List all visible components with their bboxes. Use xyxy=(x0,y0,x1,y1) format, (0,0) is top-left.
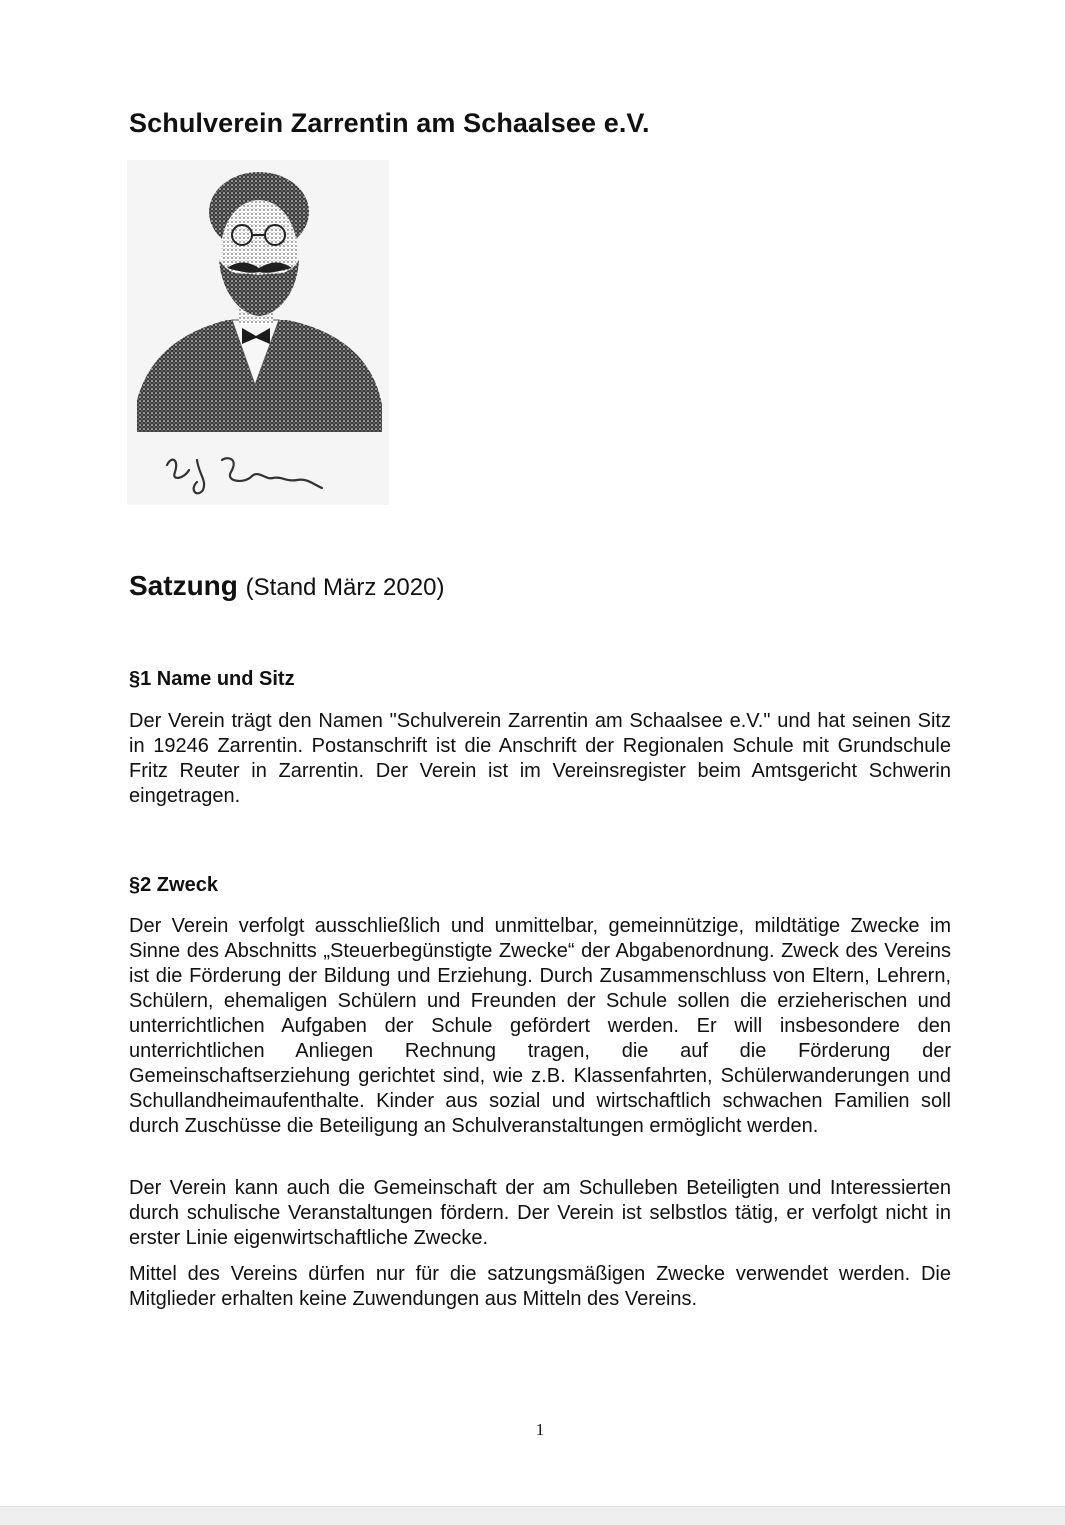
section-heading-name-sitz: §1 Name und Sitz xyxy=(129,668,295,690)
page-number: 1 xyxy=(535,1420,545,1439)
section-paragraph: Mittel des Vereins dürfen nur für die satzungsmäßigen Zwecke verwendet werden. Die Mitglieder erhalten keine Zuwendungen aus Mitteln des Vereins. xyxy=(129,1263,951,1310)
section-heading-zweck: §2 Zweck xyxy=(129,874,218,896)
section-paragraph: Der Verein verfolgt ausschließlich und unmittelbar, gemeinnützige, mildtätige Zwecke im Sinne des Abschnitts „Steuerbegünstigte Zwecke“ der Abgabenordnung. Zweck des Vereins ist die Förderung der Bildung und Erziehung. Durch Zusammenschluss von Eltern, Lehrern, Schülern, ehemaligen Schülern und Freunden der Schule sollen die erzieherischen und unterrichtlichen Aufgaben der Schule gefördert werden. Er will insbesondere den unterrichtlichen Anliegen Rechnung tragen, die auf die Förderung der Gemeinschaftserziehung gerichtet sind, wie z.B. Klassenfahrten, Schülerwanderungen und Schullandheimaufenthalte. Kinder aus sozial und wirtschaftlich schwachen Familien soll durch Zuschüsse die Beteiligung an Schulveranstaltungen ermöglicht werden. xyxy=(129,915,951,1137)
satzung-version: (Stand März 2020) xyxy=(245,574,445,601)
section-paragraph: Der Verein trägt den Namen "Schulverein Zarrentin am Schaalsee e.V." und hat seinen Sitz in 19246 Zarrentin. Postanschrift ist die Anschrift der Regionalen Schule mit Grundschule Fritz Reuter in Zarrentin. Der Verein ist im Vereinsregister beim Amtsgericht Schwerin eingetragen. xyxy=(129,710,951,807)
portrait-image xyxy=(127,160,389,505)
satzung-title: Satzung xyxy=(129,570,238,601)
satzung-heading xyxy=(129,570,444,602)
section-paragraph: Der Verein kann auch die Gemeinschaft der am Schulleben Beteiligten und Interessierten durch schulische Veranstaltungen fördern. Der Verein ist selbstlos tätig, er verfolgt nicht in erster Linie eigenwirtschaftliche Zwecke. xyxy=(129,1177,951,1249)
document-title: Schulverein Zarrentin am Schaalsee e.V. xyxy=(129,108,650,138)
page-separator xyxy=(0,1506,1065,1525)
